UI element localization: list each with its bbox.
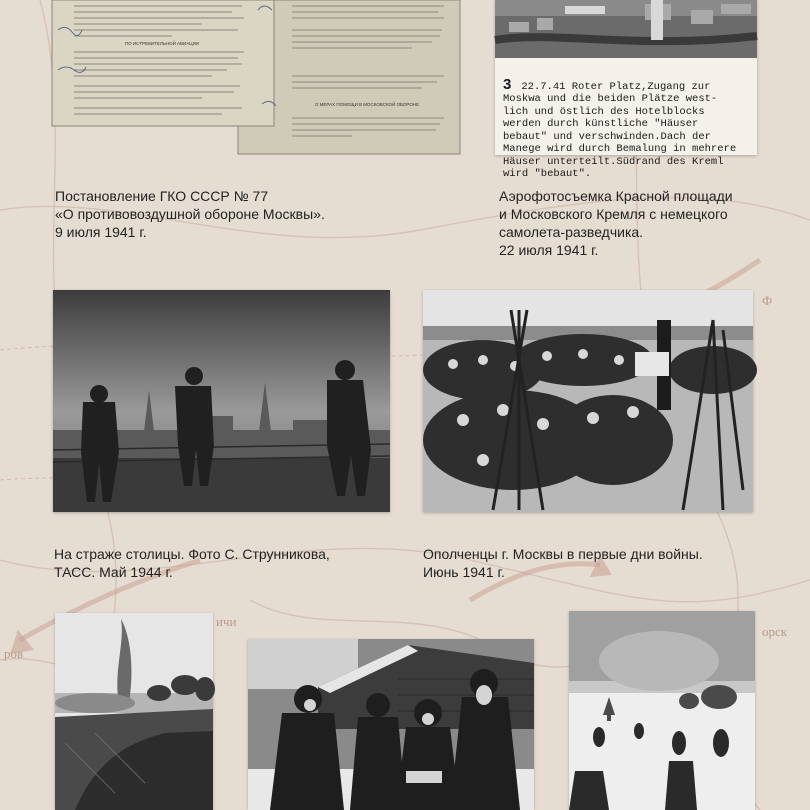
caption-aerial-photo: Аэрофотосъемка Красной площади и Московского Кремля с немецкого самолета-разведчика. 22 июля 1941 г. <box>499 188 733 258</box>
map-label-2: ров <box>4 646 24 661</box>
gko-decree-document-photo <box>52 0 462 155</box>
partisans-village-photo <box>248 639 534 810</box>
militia-photo <box>423 290 753 512</box>
map-label-3: ичи <box>216 614 237 629</box>
map-label-1: Ф <box>762 293 773 308</box>
aerial-photo-red-square <box>495 0 757 180</box>
capital-guard-photo <box>53 290 390 512</box>
map-label-4: орск <box>762 624 788 639</box>
explosion-trench-photo <box>55 613 213 810</box>
aerial-frame-number: 3 <box>503 75 512 93</box>
aerial-annotation-text: 22.7.41 Roter Platz,Zugang zur Moskwa und die beiden Plätze west- lich und östlich des Hotelblocks werden durch künstliche "Häuser bebaut" und verschwinden.Dach der Manege wird durch Bemalung in mehrere Häuser unterteilt.Südrand des Kreml wird "bebaut". <box>503 80 737 180</box>
right-page-heading: О МЕРАХ ПОМОЩИ В МОСКОВСКОЙ ОБОРОНЕ <box>314 102 420 107</box>
caption-capital-guard: На страже столицы. Фото С. Струнникова, ТАСС. Май 1944 г. <box>54 546 330 580</box>
caption-militia: Ополченцы г. Москвы в первые дни войны. Июнь 1941 г. <box>423 546 703 580</box>
snowfield-soldiers-photo <box>569 611 755 810</box>
caption-gko-decree: Постановление ГКО СССР № 77 «О противовоздушной обороне Москвы». 9 июля 1941 г. <box>55 188 325 240</box>
left-page-heading: ПО ИСТРЕБИТЕЛЬНОЙ АВИАЦИИ <box>124 41 200 46</box>
